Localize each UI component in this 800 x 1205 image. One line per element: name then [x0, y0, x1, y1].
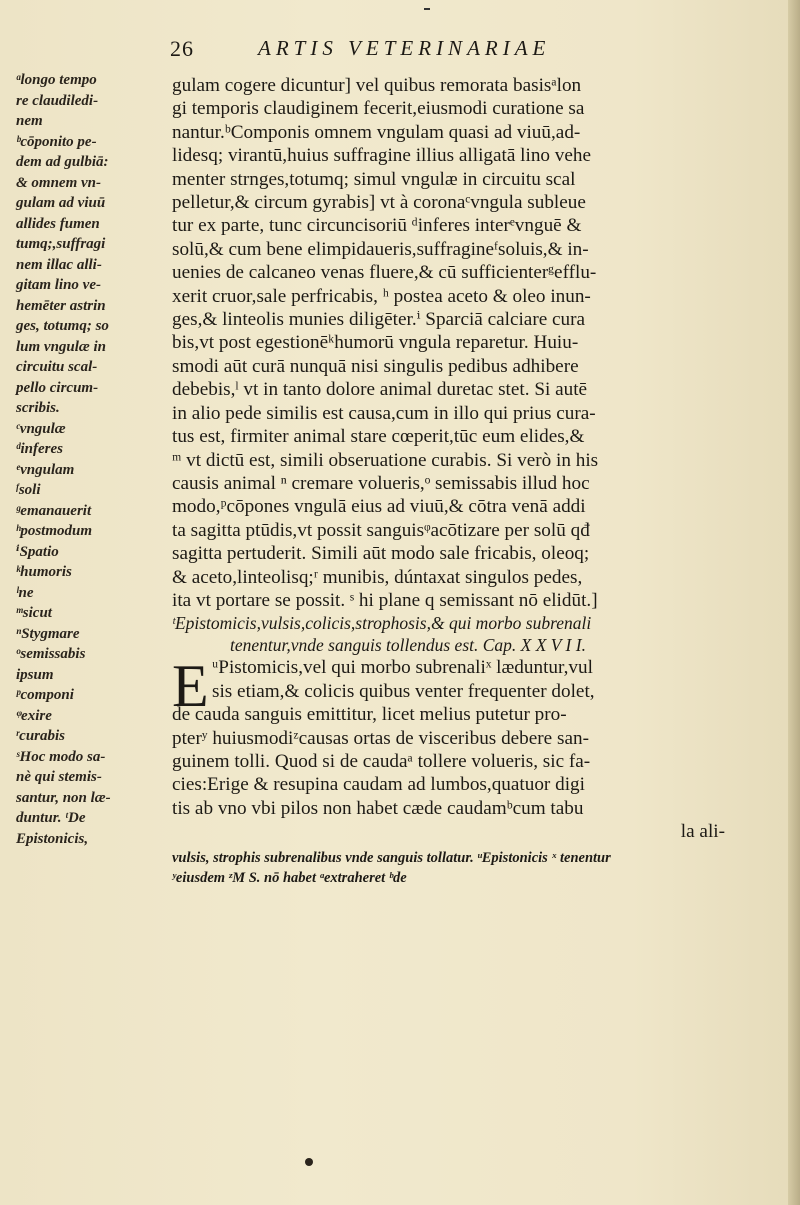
chapter-title-line-1: ᵗEpistomicis,vulsis,colicis,strophosis,& qui morbo subrenali: [172, 613, 592, 634]
body-line-a-20: ta sagitta ptūdis,vt possit sanguisᵠacōtizare per solū qđ: [172, 519, 590, 541]
body-line-b-7: tis ab vno vbi pilos non habet cæde caudamᵇcum tabu: [172, 797, 584, 819]
page-number: 26: [170, 36, 194, 61]
margin-note-32: ᵠexire: [16, 707, 52, 724]
page-dot: [305, 1158, 313, 1166]
body-line-a-5: menter strnges,totumq; simul vngulæ in circuitu scal: [172, 168, 576, 190]
margin-note-33: ʳcurabis: [16, 728, 65, 744]
margin-note-27: ᵐsicut: [16, 605, 52, 621]
body-line-a-22: & aceto,linteolisq;ʳ munibis, dúntaxat singulos pedes,: [172, 566, 583, 588]
margin-note-5: dem ad gulbiā:: [16, 154, 109, 170]
body-line-b-8: la ali-: [680, 821, 725, 843]
body-line-b-2: sis etiam,& colicis quibus venter frequenter dolet,: [212, 680, 595, 702]
margin-note-31: ᵖcomponi: [16, 687, 74, 703]
footnote-line-1: vulsis, strophis subrenalibus vnde sanguis tollatur. ᵘEpistonicis ˣ tenentur: [172, 849, 611, 866]
margin-note-11: gitam lino ve-: [16, 277, 101, 293]
footnote-line-2: ʸeiusdem ᶻM S. nō habet ᵃextraheret ᵇde: [172, 869, 407, 886]
margin-note-20: ᵉvngulam: [16, 461, 75, 478]
top-mark: [424, 8, 430, 10]
running-head: ARTIS VETERINARIAE: [258, 36, 551, 60]
margin-note-34: ˢHoc modo sa-: [16, 748, 106, 765]
margin-note-26: ˡne: [16, 584, 34, 601]
body-line-a-3: nantur.ᵇComponis omnem vngulam quasi ad viuū,ad-: [172, 121, 581, 143]
margin-note-28: ⁿStygmare: [16, 625, 80, 642]
body-line-a-9: uenies de calcaneo venas fluere,& cū sufficienterᵍefflu-: [172, 262, 597, 284]
body-line-a-13: smodi aūt curā nunquā nisi singulis pedibus adhibere: [172, 355, 579, 377]
footnotes: [172, 848, 767, 888]
margin-note-7: gulam ad viuū: [16, 195, 106, 211]
body-line-b-4: pterʸ huiusmodiᶻcausas ortas de visceribus debere san-: [172, 727, 589, 749]
main-text: [172, 74, 767, 888]
margin-note-16: pello circum-: [16, 379, 99, 396]
margin-note-2: re claudiledi-: [16, 92, 99, 109]
body-line-a-15: in alio pede similis est causa,cum in illo qui prius cura-: [172, 402, 596, 424]
margin-note-10: nem illac alli-: [16, 256, 102, 273]
margin-note-18: ᶜvngulæ: [16, 420, 66, 437]
body-line-a-1: gulam cogere dicuntur] vel quibus remorata basisᵃlon: [172, 75, 582, 96]
margin-note-36: santur, non læ-: [16, 789, 111, 806]
marginal-notes: [16, 70, 166, 849]
body-line-a-19: modo,ᵖcōpones vngulā eius ad viuū,& cōtra venā addi: [172, 496, 586, 518]
margin-note-23: ʰpostmodum: [16, 523, 93, 539]
body-line-a-14: debebis,ˡ vt in tanto dolore animal duretac stet. Si autē: [172, 379, 588, 401]
margin-note-12: hemēter astrin: [16, 297, 106, 314]
margin-note-35: nè qui stemis-: [16, 769, 102, 785]
body-line-a-21: sagitta pertuderit. Simili aūt modo sale fricabis, oleoq;: [172, 543, 590, 565]
body-line-a-17: ᵐ vt dictū est, simili obseruatione curabis. Si verò in his: [172, 449, 599, 471]
margin-note-25: ᵏhumoris: [16, 564, 72, 580]
body-line-b-1: ᵘPistomicis,vel qui morbo subrenaliˣ læduntur,vul: [212, 657, 593, 679]
margin-note-22: ᵍemanauerit: [16, 502, 92, 519]
body-line-a-6: pelletur,& circum gyrabis] vt à coronaᶜvngula subleue: [172, 192, 586, 214]
margin-note-4: ᵇcōponito pe-: [16, 133, 97, 150]
margin-note-38: Epistonicis,: [16, 830, 89, 847]
margin-note-24: ⁱSpatio: [16, 543, 59, 560]
body-line-b-6: cies:Erige & resupina caudam ad lumbos,quatuor digi: [172, 774, 585, 796]
body-line-b-5: guinem tolli. Quod si de caudaᵃ tollere volueris, sic fa-: [172, 750, 591, 772]
body-line-a-12: bis,vt post egestionēᵏhumorū vngula reparetur. Huiu-: [172, 332, 579, 354]
body-line-a-18: causis animal ⁿ cremare volueris,ᵒ semissabis illud hoc: [172, 472, 590, 494]
body-line-a-7: tur ex parte, tunc circuncisoriū ᵈinferes interᵉvnguē &: [172, 215, 582, 237]
margin-note-6: & omnem vn-: [16, 174, 101, 191]
margin-note-30: ipsum: [16, 666, 54, 683]
chapter-body: [172, 653, 767, 843]
body-line-a-8: solū,& cum bene elimpidaueris,suffragineᶠsoluis,& in-: [172, 238, 589, 260]
margin-note-8: allides fumen: [16, 215, 100, 232]
chapter-title-line-2: tenentur,vnde sanguis tollendus est. Cap. X X V I I.: [230, 635, 586, 656]
drop-cap: E: [172, 653, 209, 720]
body-line-a-4: lidesq; virantū,huius suffragine illius alligatā lino vehe: [172, 145, 592, 167]
page-header: [170, 36, 770, 66]
body-line-a-11: ges,& linteolis munies diligēter.ⁱ Sparciā calciare cura: [172, 309, 586, 331]
margin-note-1: ᵃlongo tempo: [16, 72, 97, 88]
body-block-b: [172, 653, 767, 843]
margin-note-15: circuitu scal-: [16, 359, 98, 375]
margin-note-21: ᶠsoli: [16, 482, 41, 498]
margin-note-29: ᵒsemissabis: [16, 646, 86, 662]
page-edge: [788, 0, 800, 1205]
body-block-a: [172, 74, 767, 612]
margin-note-3: nem: [16, 113, 43, 129]
margin-note-17: scribis.: [16, 400, 60, 416]
margin-note-14: lum vngulæ in: [16, 338, 107, 355]
body-line-a-16: tus est, firmiter animal stare cœperit,tūc eum elides,&: [172, 426, 585, 448]
body-line-a-23: ita vt portare se possit. ˢ hi plane q semissant nō elidūt.]: [172, 589, 598, 611]
margin-note-9: tumq;,suffragi: [16, 236, 106, 252]
margin-note-13: ges, totumq; so: [16, 318, 109, 334]
body-line-a-10: xerit cruor,sale perfricabis, ʰ postea aceto & oleo inun-: [172, 285, 591, 307]
body-line-b-3: de cauda sanguis emittitur, licet melius putetur pro-: [172, 704, 567, 726]
margin-note-19: ᵈinferes: [16, 441, 64, 457]
margin-note-37: duntur. ᵗDe: [16, 810, 86, 826]
body-line-a-2: gi temporis claudiginem fecerit,eiusmodi curatione sa: [172, 98, 585, 120]
